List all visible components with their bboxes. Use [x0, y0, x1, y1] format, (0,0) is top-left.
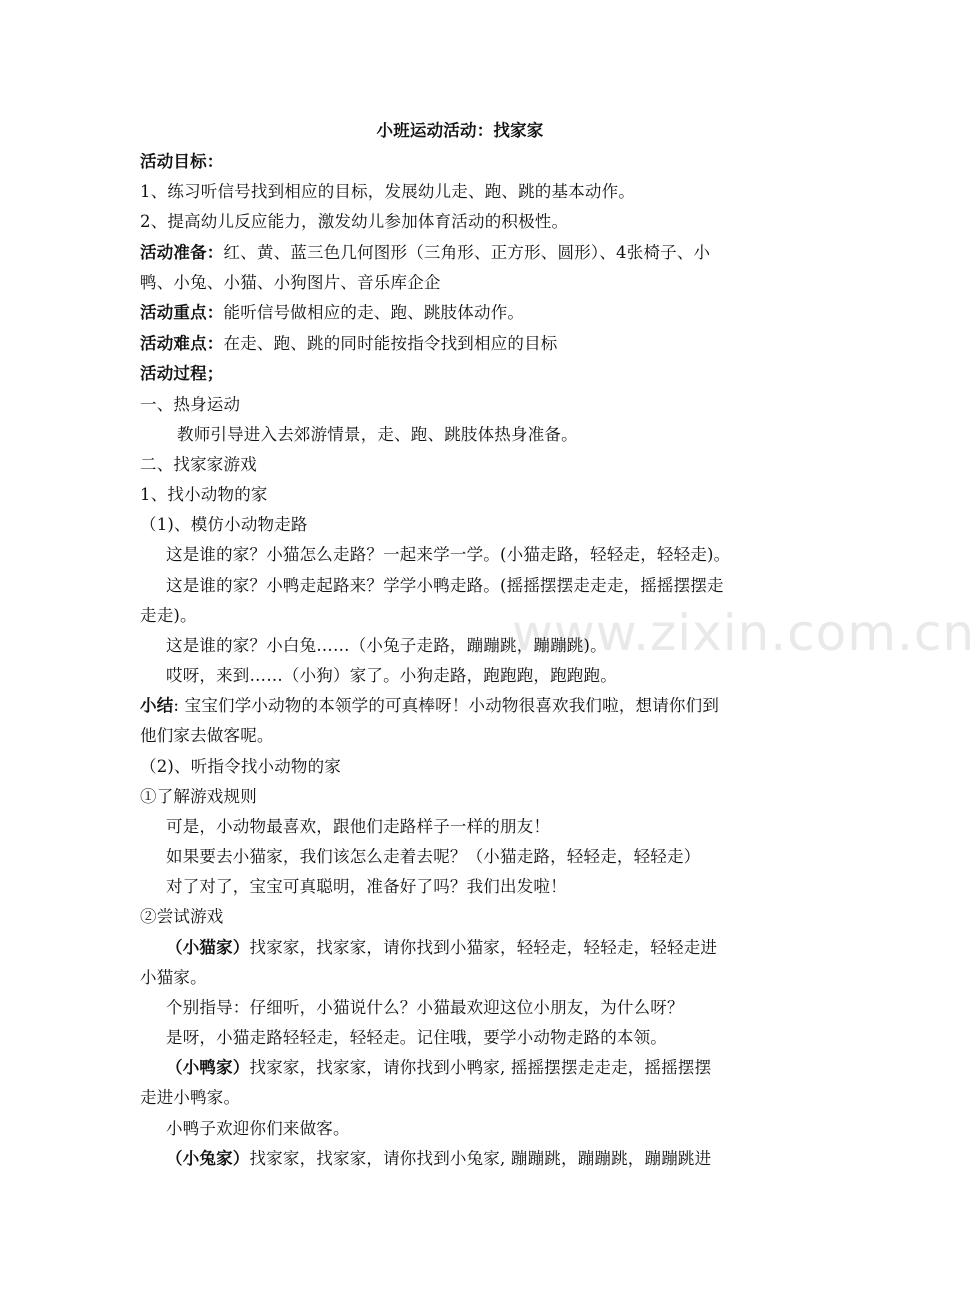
focus-text: 能听信号做相应的走、跑、跳肢体动作。: [223, 303, 525, 322]
summary-colon: :: [173, 696, 185, 715]
rule-2: 如果要去小猫家，我们该怎么走着去呢？（小猫走路，轻轻走，轻轻走）: [166, 847, 701, 866]
focus-line: [140, 303, 790, 323]
summary-label: 小结: [140, 696, 174, 715]
process-heading: 活动过程；: [140, 364, 224, 383]
duck-home-line-1: [166, 1058, 816, 1078]
step-1-text: 教师引导进入去郊游情景，走、跑、跳肢体热身准备。: [177, 425, 578, 444]
summary-line-2: 他们家去做客呢。: [140, 726, 274, 745]
step-2: 二、找家家游戏: [140, 455, 257, 474]
para-cat: 这是谁的家？小猫怎么走路？一起来学一学。(小猫走路，轻轻走，轻轻走)。: [166, 545, 731, 564]
duck-home-label: （小鸭家）: [166, 1058, 250, 1077]
focus-label: 活动重点：: [140, 303, 224, 322]
cat-home-line-1: [166, 938, 816, 958]
goal-heading: 活动目标：: [140, 152, 224, 171]
rule-heading: ①了解游戏规则: [140, 787, 257, 806]
cat-reply-line: 是呀，小猫走路轻轻走，轻轻走。记住哦，要学小动物走路的本领。: [166, 1028, 667, 1047]
step-2-1-a: （1)、模仿小动物走路: [140, 515, 308, 534]
cat-home-text-1: 找家家，找家家，请你找到小猫家，轻轻走，轻轻走，轻轻走进: [249, 938, 718, 957]
goal-2: 2、提高幼儿反应能力，激发幼儿参加体育活动的积极性。: [140, 212, 569, 231]
try-heading: ②尝试游戏: [140, 907, 224, 926]
prep-text-1: 红、黄、蓝三色几何图形（三角形、正方形、圆形）、4张椅子、小: [223, 243, 711, 262]
para-duck-2: 走走)。: [140, 606, 197, 625]
summary-line-1: [140, 696, 790, 716]
prep-label: 活动准备：: [140, 243, 224, 262]
duck-welcome-line: 小鸭子欢迎你们来做客。: [166, 1119, 350, 1138]
step-1: 一、热身运动: [140, 395, 241, 414]
difficulty-text: 在走、跑、跳的同时能按指令找到相应的目标: [223, 334, 558, 353]
rule-3: 对了对了，宝宝可真聪明，准备好了吗？我们出发啦！: [166, 877, 567, 896]
watermark: www.zixin.com.cn: [512, 604, 975, 662]
step-2-1-b: （2)、听指令找小动物的家: [140, 757, 342, 776]
para-duck-1: 这是谁的家？小鸭走起路来？学学小鸭走路。(摇摇摆摆走走走，摇摇摆摆走: [166, 576, 724, 595]
cat-home-line-2: 小猫家。: [140, 968, 207, 987]
duck-home-text-1: 找家家，找家家，请你找到小鸭家, 摇摇摆摆走走走，摇摇摆摆: [249, 1058, 712, 1077]
prep-line-1: [140, 243, 790, 263]
difficulty-line: [140, 334, 790, 354]
rabbit-home-line-1: [166, 1149, 816, 1169]
rabbit-home-text-1: 找家家，找家家，请你找到小兔家, 蹦蹦跳，蹦蹦跳，蹦蹦跳进: [249, 1149, 712, 1168]
rule-1: 可是，小动物最喜欢，跟他们走路样子一样的朋友！: [166, 817, 551, 836]
summary-text-1: 宝宝们学小动物的本领学的可真棒呀！小动物很喜欢我们啦，想请你们到: [184, 696, 720, 715]
para-dog: 哎呀，来到……（小狗）家了。小狗走路，跑跑跑，跑跑跑。: [166, 666, 617, 685]
difficulty-label: 活动难点：: [140, 334, 224, 353]
guide-line: 个别指导：仔细听，小猫说什么？小猫最欢迎这位小朋友，为什么呀？: [166, 998, 684, 1017]
page-title: 小班运动活动：找家家: [376, 121, 544, 140]
duck-home-line-2: 走进小鸭家。: [140, 1088, 241, 1107]
goal-1: 1、练习听信号找到相应的目标，发展幼儿走、跑、跳的基本动作。: [140, 182, 635, 201]
prep-line-2: 鸭、小兔、小猫、小狗图片、音乐库企企: [140, 273, 441, 292]
step-2-1: 1、找小动物的家: [140, 485, 268, 504]
cat-home-label: （小猫家）: [166, 938, 250, 957]
rabbit-home-label: （小兔家）: [166, 1149, 250, 1168]
para-rabbit: 这是谁的家？小白兔……（小兔子走路，蹦蹦跳，蹦蹦跳)。: [166, 636, 607, 655]
